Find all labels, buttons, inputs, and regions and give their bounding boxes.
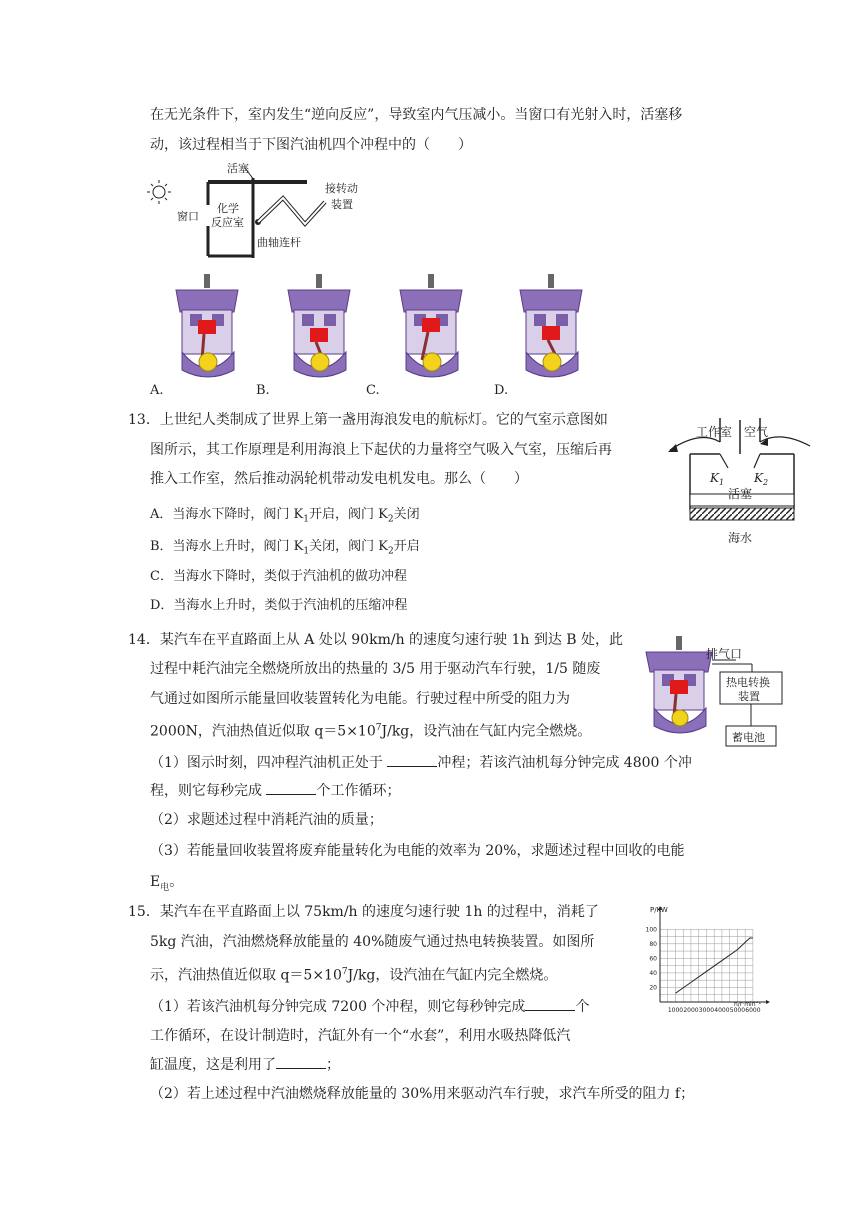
q15-sub-1-line-3: [150, 1054, 340, 1075]
q13-option-b-sub-1: 1: [303, 546, 310, 557]
q14-sub-3-line-2: [150, 872, 183, 898]
q13-line-3: 推入工作室，然后推动涡轮机带动发电机发电。那么（ ）: [150, 471, 528, 487]
q14-sub-3-e-sub: 电: [160, 882, 170, 893]
chart-y-tick-label: 40: [649, 969, 657, 977]
q13-option-a[interactable]: [150, 505, 420, 530]
option-b-label: B.: [256, 383, 270, 398]
chart-x-tick-label: 2000: [683, 1007, 699, 1014]
chart-x-tick-label: 3000: [698, 1007, 715, 1014]
option-d-label: D.: [494, 383, 509, 398]
chart-x-tick-label: 6000: [745, 1007, 761, 1014]
label-chem-2: 反应室: [211, 216, 244, 229]
q13-option-a-text-2: 开启，阀门 K: [308, 507, 388, 522]
q15-line-3-text-1: 示，汽油热值近似取 q＝5×10: [150, 967, 342, 984]
label-k1: $K_1$: [710, 471, 725, 487]
q13-option-b-text-2: 关闭，阀门 K: [309, 539, 388, 554]
q14-sub-1-line-2: [150, 780, 400, 801]
q14-line-2: 过程中耗汽油完全燃烧所放出的热量的 3/5 用于驱动汽车行驶，1/5 随废: [150, 661, 601, 677]
reaction-chamber-diagram: [145, 160, 375, 260]
q15-line-3-sup: 7: [341, 967, 348, 977]
label-air: 空气: [744, 425, 769, 439]
q14-sub-2: （2）求题述过程中消耗汽油的质量；: [150, 812, 383, 828]
label-converter-1: 热电转换: [726, 676, 770, 689]
engine-stroke-c-figure: [392, 272, 472, 382]
q13-option-c[interactable]: C．当海水下降时，类似于汽油机的做功冲程: [150, 569, 407, 584]
q13-option-b[interactable]: [150, 537, 420, 562]
label-converter-2: 装置: [738, 690, 760, 703]
q15-line-3: [150, 962, 557, 986]
power-speed-chart: [630, 896, 770, 1026]
q15-line-3-text-2: J/kg，设汽油在气缸内完全燃烧。: [347, 967, 558, 984]
label-window: 窗口: [177, 210, 199, 223]
label-exhaust: 排气口: [706, 647, 743, 661]
q13-option-b-text-3: 开启: [393, 539, 420, 554]
chart-y-tick-label: 20: [649, 984, 657, 992]
q15-line-1: 15．某汽车在平直路面上以 75km/h 的速度匀速行驶 1h 的过程中，消耗了: [128, 904, 599, 920]
q13-option-a-text-1: A．当海水下降时，阀门 K: [150, 507, 304, 522]
chart-grid: [660, 929, 753, 1002]
label-work-chamber: 工作室: [696, 425, 733, 439]
q14-line-3: 气通过如图所示能量回收装置转化为电能。行驶过程中所受的阻力为: [150, 691, 570, 707]
q13-option-b-text-1: B．当海水上升时，阀门 K: [150, 539, 304, 554]
q14-sub-1-text-1: （1）图示时刻，四冲程汽油机正处于: [150, 755, 388, 771]
q15-sub-2: （2）若上述过程中汽油燃烧释放能量的 30%用来驱动汽车行驶，求汽车所受的阻力 f；: [150, 1086, 695, 1102]
q15-sub-1-text-1: （1）若该汽油机每分钟完成 7200 个冲程，则它每秒钟完成: [150, 999, 526, 1015]
q15-sub-1-line-2: 工作循环，在设计制造时，汽缸外有一个“水套”，利用水吸热降低汽: [150, 1028, 571, 1044]
label-k2: $K_2$: [754, 471, 769, 487]
answer-blank-stroke[interactable]: [387, 752, 437, 767]
air-chamber-diagram: [660, 412, 828, 552]
answer-blank-cycles[interactable]: [266, 780, 316, 795]
q14-sub-3-end: 。: [169, 874, 184, 890]
energy-recovery-diagram: [640, 636, 790, 748]
q14-sub-1: [150, 752, 692, 773]
engine-stroke-b-figure: [280, 272, 360, 382]
q13-line-2: 图所示，其工作原理是利用海浪上下起伏的力量将空气吸入气室，压缩后再: [150, 442, 612, 458]
chart-x-arrow: [766, 1000, 770, 1004]
label-sea: 海水: [728, 531, 753, 545]
q14-line-4: [150, 718, 591, 742]
q14-sub-1-text-2: 冲程；若该汽油机每分钟完成 4800 个冲: [437, 755, 692, 771]
label-battery: 蓄电池: [732, 731, 765, 744]
option-c-label: C.: [366, 383, 380, 398]
label-piston-13: 活塞: [728, 487, 753, 501]
q13-line-1: 13．上世纪人类制成了世界上第一盏用海浪发电的航标灯。它的气室示意图如: [128, 412, 608, 428]
q14-line-4-text-2: J/kg，设汽油在气缸内完全燃烧。: [381, 723, 592, 740]
chart-x-tick-label: 4000: [714, 1007, 730, 1014]
q14-line-4-sup: 7: [375, 723, 382, 733]
engine-stroke-a-figure: [168, 272, 248, 382]
label-crank: 曲轴连杆: [257, 236, 301, 249]
q15-sub-1-line-3-text-2: ；: [326, 1057, 340, 1073]
label-connect-2: 装置: [331, 198, 353, 211]
q13-option-a-sub-1: 1: [303, 514, 309, 525]
q15-sub-1-line-3-text-1: 缸温度，这是利用了: [150, 1057, 276, 1073]
q14-line-1: 14．某汽车在平直路面上从 A 处以 90km/h 的速度匀速行驶 1h 到达 B 处，此: [128, 632, 624, 648]
q12-line-1: 在无光条件下，室内发生“逆向反应”，导致室内气压减小。当窗口有光射入时，活塞移: [150, 107, 683, 123]
engine-stroke-d-figure: [512, 272, 592, 382]
answer-blank-principle[interactable]: [276, 1054, 326, 1069]
sun-icon: [147, 180, 171, 204]
label-chem-1: 化学: [217, 202, 239, 215]
q13-option-a-text-3: 关闭: [393, 507, 420, 522]
chart-y-label: P/KW: [650, 906, 668, 914]
chart-x-tick-label: 1000: [667, 1007, 684, 1014]
q12-line-2: 动，该过程相当于下图汽油机四个冲程中的（ ）: [150, 137, 472, 153]
chart-y-tick-label: 60: [649, 955, 657, 963]
q15-line-2: 5kg 汽油，汽油燃烧释放能量的 40%随废气通过热电转换装置。如图所: [150, 934, 595, 950]
q14-sub-1-line-2-text-2: 个工作循环；: [316, 783, 401, 799]
q15-sub-1: [150, 996, 589, 1017]
answer-blank-cycles-15[interactable]: [525, 996, 575, 1011]
q14-line-4-text-1: 2000N，汽油热值近似取 q＝5×10: [150, 723, 376, 740]
q13-option-b-sub-2: 2: [388, 546, 394, 557]
chart-y-tick-label: 100: [645, 926, 657, 934]
label-connect-1: 接转动: [325, 182, 358, 195]
chart-x-label: n/r·min⁻¹: [734, 1001, 762, 1008]
q14-sub-3: （3）若能量回收装置将废弃能量转化为电能的效率为 20%，求题述过程中回收的电能: [150, 843, 685, 859]
q14-sub-1-line-2-text-1: 程，则它每秒完成: [150, 783, 267, 799]
chart-y-tick-label: 80: [649, 940, 657, 948]
option-a-label: A.: [150, 383, 164, 398]
q14-sub-3-e: E: [150, 874, 161, 890]
label-piston: 活塞: [227, 162, 249, 175]
chart-x-tick-label: 5000: [729, 1007, 746, 1014]
q13-option-a-sub-2: 2: [387, 514, 394, 525]
q15-sub-1-text-2: 个: [575, 999, 590, 1015]
q13-option-d[interactable]: D．当海水上升时，类似于汽油机的压缩冲程: [150, 598, 408, 613]
